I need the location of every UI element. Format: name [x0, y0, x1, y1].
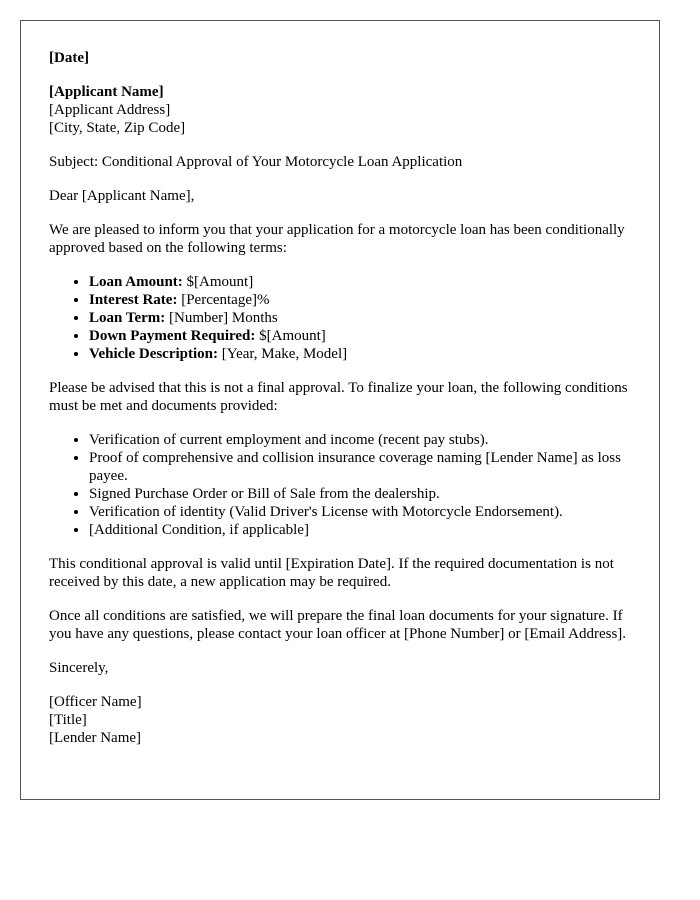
lender-name: [Lender Name]	[49, 730, 142, 746]
condition-item: • Proof of comprehensive and collision insurance coverage naming [Lender Name] as loss payee.	[89, 449, 631, 485]
conditions-list	[49, 431, 631, 539]
condition-item: • Verification of current employment and income (recent pay stubs).	[89, 431, 631, 449]
officer-name: [Officer Name]	[49, 694, 142, 710]
loan-term-item	[89, 291, 631, 309]
term-label: Down Payment Required:	[89, 328, 256, 344]
term-value: [Year, Make, Model]	[218, 346, 348, 362]
term-label: Vehicle Description:	[89, 346, 219, 362]
condition-item: • [Additional Condition, if applicable]	[89, 521, 631, 539]
condition-item: • Verification of identity (Valid Driver's License with Motorcycle Endorsement).	[89, 503, 631, 521]
recipient-city-state-zip: [City, State, Zip Code]	[49, 120, 186, 136]
loan-term-item	[89, 345, 631, 363]
letter-subject: Subject: Conditional Approval of Your Motorcycle Loan Application	[49, 154, 463, 170]
term-label: Loan Amount:	[89, 274, 183, 290]
recipient-address: [Applicant Address]	[49, 102, 171, 118]
recipient-block	[49, 83, 631, 137]
term-value: $[Amount]	[182, 274, 254, 290]
term-label: Interest Rate:	[89, 292, 178, 308]
loan-terms-list	[49, 273, 631, 363]
sign-off: Sincerely,	[49, 660, 109, 676]
loan-term-item	[89, 327, 631, 345]
signature-block	[49, 693, 631, 747]
recipient-name: [Applicant Name]	[49, 84, 164, 100]
validity-paragraph: This conditional approval is valid until [Expiration Date]. If the required documentation is not received by this date, a new application may be required.	[49, 556, 614, 590]
closing-paragraph: Once all conditions are satisfied, we will prepare the final loan documents for your signature. If you have any questions, please contact your loan officer at [Phone Number] or [Email Address].	[49, 608, 627, 642]
term-value: [Number] Months	[165, 310, 278, 326]
letter-date: [Date]	[49, 50, 89, 66]
conditions-intro-paragraph: Please be advised that this is not a final approval. To finalize your loan, the following conditions must be met and documents provided:	[49, 380, 628, 414]
intro-paragraph: We are pleased to inform you that your application for a motorcycle loan has been conditionally approved based on the following terms:	[49, 222, 625, 256]
letter-document	[20, 20, 660, 800]
term-value: [Percentage]%	[177, 292, 270, 308]
loan-term-item	[89, 273, 631, 291]
condition-item: • Signed Purchase Order or Bill of Sale from the dealership.	[89, 485, 631, 503]
term-label: Loan Term:	[89, 310, 166, 326]
officer-title: [Title]	[49, 712, 87, 728]
salutation: Dear [Applicant Name],	[49, 188, 195, 204]
loan-term-item	[89, 309, 631, 327]
term-value: $[Amount]	[255, 328, 326, 344]
